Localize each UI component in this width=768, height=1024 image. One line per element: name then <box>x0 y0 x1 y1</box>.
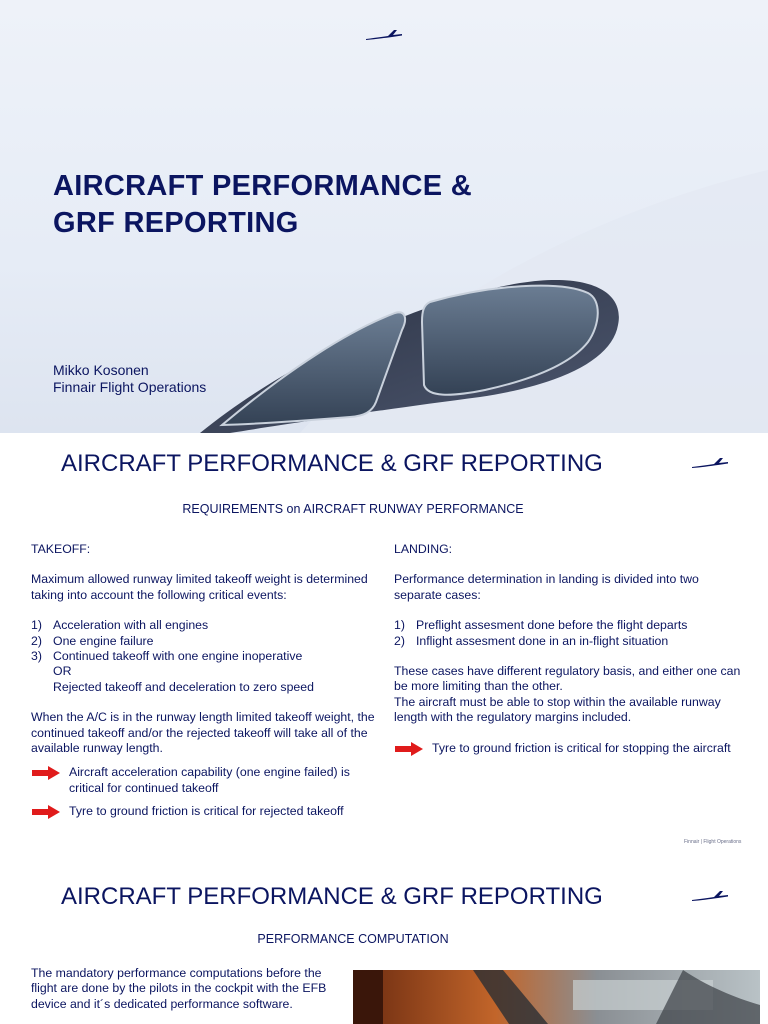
landing-intro: Performance determination in landing is divided into two separate cases: <box>394 572 699 602</box>
takeoff-paragraph: When the A/C is in the runway length limited takeoff weight, the continued takeoff and/or the rejected takeoff will take all of the available runway length. <box>31 710 375 756</box>
list-item <box>394 634 744 649</box>
list-item <box>31 634 376 649</box>
slide-footer: Finnair | Flight Operations <box>684 839 742 845</box>
landing-arrow-point <box>394 741 744 757</box>
cockpit-photo <box>353 970 760 1024</box>
computation-paragraph: The mandatory performance computations before the flight are done by the pilots in the cockpit with the EFB device and it´s dedicated performance software. <box>31 966 327 1011</box>
right-arrow-icon <box>394 741 424 757</box>
performance-computation-slide <box>0 866 768 1024</box>
list-item <box>31 649 376 664</box>
slide-title: AIRCRAFT PERFORMANCE & GRF REPORTING <box>61 883 603 910</box>
finnair-logo-icon <box>690 889 730 903</box>
list-text: Inflight assesment done in an in-flight situation <box>416 633 669 648</box>
author-name: Mikko Kosonen <box>53 362 149 378</box>
arrow-text: Tyre to ground friction is critical for stopping the aircraft <box>432 740 731 755</box>
requirements-slide <box>0 433 768 861</box>
list-item <box>31 618 376 633</box>
list-text: Continued takeoff with one engine inoperative <box>53 649 303 664</box>
list-number: 1) <box>31 618 42 633</box>
landing-column <box>394 542 744 757</box>
cover-title-line2: GRF REPORTING <box>53 207 299 239</box>
or-label: OR <box>53 664 72 679</box>
list-number: 3) <box>31 649 42 664</box>
takeoff-arrow-point-2 <box>31 804 376 820</box>
slide-subtitle: PERFORMANCE COMPUTATION <box>257 932 449 946</box>
arrow-text: Aircraft acceleration capability (one engine failed) is critical for continued takeoff <box>69 765 350 795</box>
slide-title: AIRCRAFT PERFORMANCE & GRF REPORTING <box>61 450 603 477</box>
takeoff-heading: TAKEOFF: <box>31 542 91 556</box>
list-number: 1) <box>394 618 405 633</box>
list-number: 2) <box>31 633 42 648</box>
list-text: Preflight assesment done before the flight departs <box>416 618 688 633</box>
slide-subtitle: REQUIREMENTS on AIRCRAFT RUNWAY PERFORMANCE <box>182 502 524 516</box>
author-organization: Finnair Flight Operations <box>53 379 207 395</box>
arrow-text: Tyre to ground friction is critical for rejected takeoff <box>69 804 344 819</box>
landing-paragraph-1: These cases have different regulatory basis, and either one can be more limiting than the other. <box>394 664 741 694</box>
finnair-logo-icon <box>364 28 404 42</box>
body-text <box>31 966 341 1012</box>
rejected-takeoff-text: Rejected takeoff and deceleration to zero speed <box>53 679 314 694</box>
right-arrow-icon <box>31 765 61 781</box>
list-text: Acceleration with all engines <box>53 618 209 633</box>
landing-paragraph-2: The aircraft must be able to stop within the available runway length with the regulatory margins included. <box>394 694 721 725</box>
list-item <box>394 618 744 633</box>
list-text: One engine failure <box>53 633 154 648</box>
landing-case-list <box>394 618 744 649</box>
cover-title-line1: AIRCRAFT PERFORMANCE & <box>53 170 473 202</box>
cover-slide <box>0 0 768 433</box>
takeoff-column <box>31 542 376 820</box>
finnair-logo-icon <box>690 456 730 470</box>
author-block <box>53 362 206 396</box>
takeoff-arrow-point-1 <box>31 765 376 796</box>
list-number: 2) <box>394 633 405 648</box>
cover-title <box>53 168 613 242</box>
right-arrow-icon <box>31 804 61 820</box>
landing-heading: LANDING: <box>394 542 453 556</box>
takeoff-event-list <box>31 618 376 664</box>
takeoff-intro: Maximum allowed runway limited takeoff weight is determined taking into account the following critical events: <box>31 572 368 602</box>
